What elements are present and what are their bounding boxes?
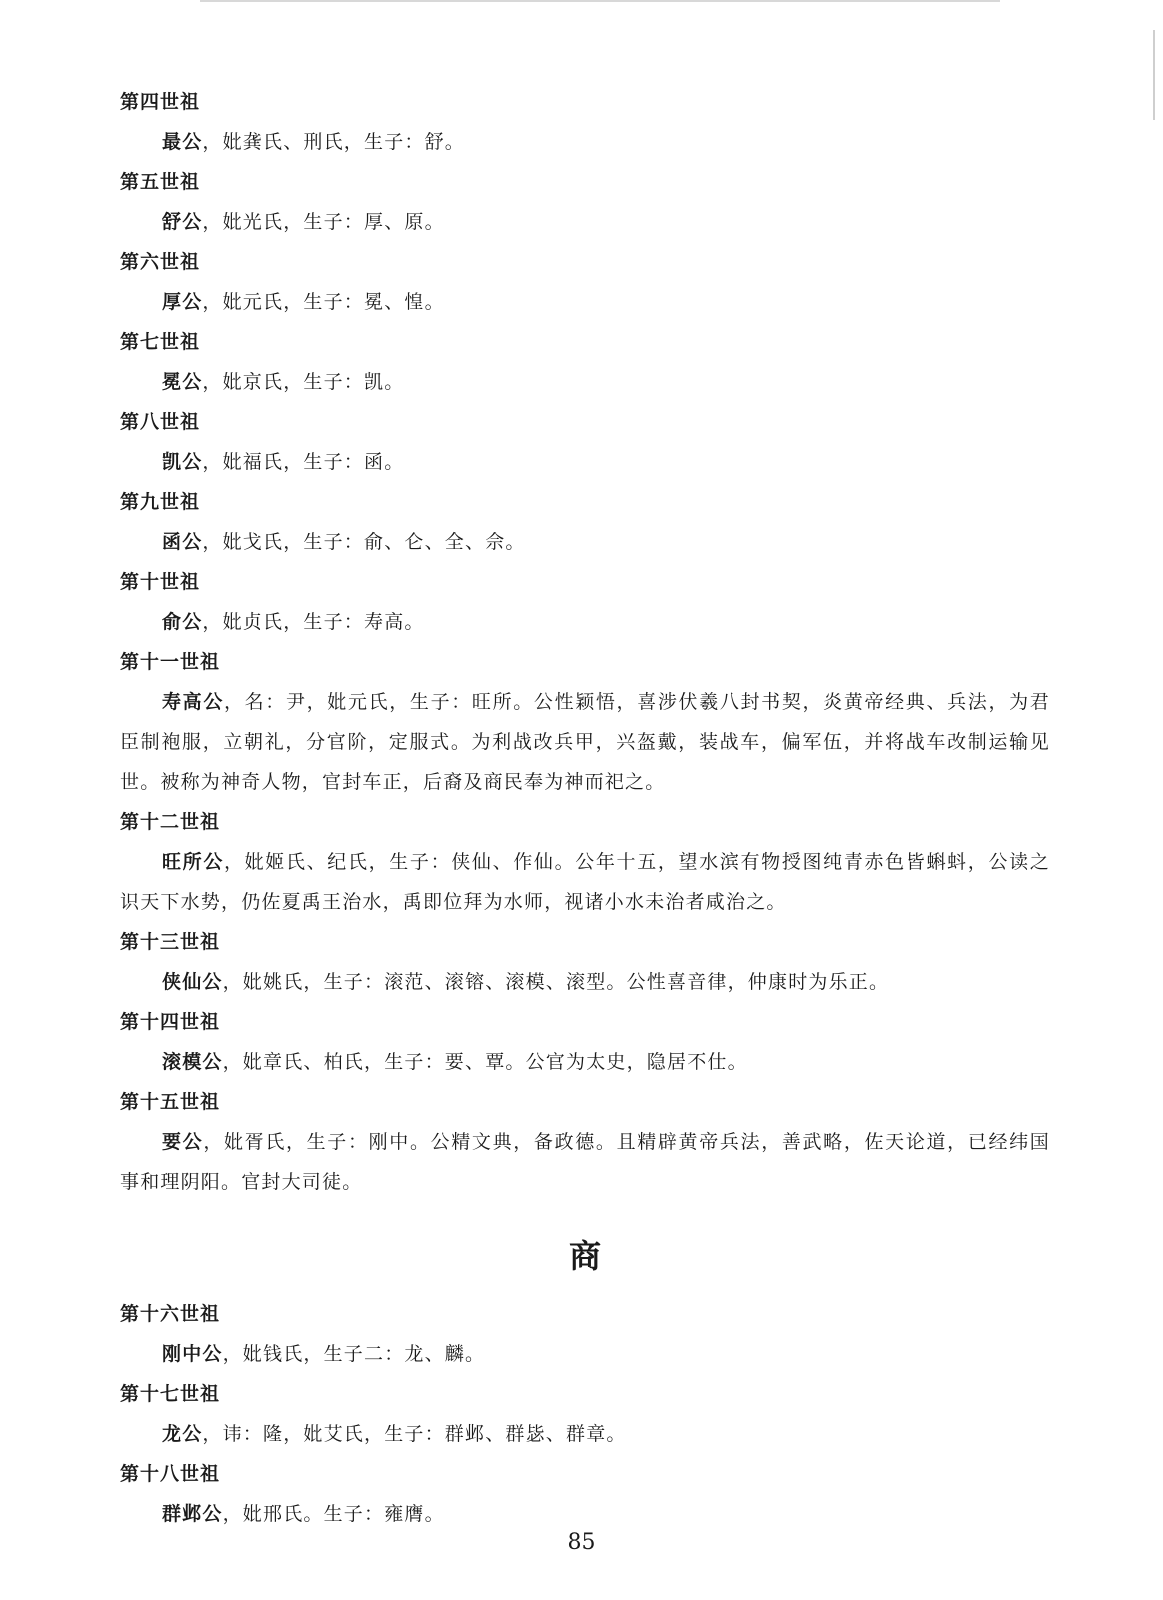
ancestor-name: 龙公 [162,1423,203,1445]
generation-entry [120,602,1050,642]
ancestor-name: 冕公 [162,371,203,393]
generation-entry [120,1414,1050,1454]
entry-text: ，妣光氏，生子：厚、原。 [202,211,445,233]
entry-text: ，讳：隆，妣艾氏，生子：群邺、群毖、群章。 [202,1423,627,1445]
generation-title: 第十六世祖 [120,1303,221,1325]
ancestor-name: 厚公 [162,291,203,313]
generation-entry [120,522,1050,562]
entry-text: ，妣姚氏，生子：滚范、滚镕、滚模、滚型。公性喜音律，仲康时为乐正。 [222,971,890,993]
scan-edge [200,0,1000,2]
generation-title: 第五世祖 [120,171,201,193]
generation-entry [120,122,1050,162]
entry-text: ，名：尹，妣元氏，生子：旺所。公性颖悟，喜涉伏羲八封书契，炎黄帝经典、兵法，为君臣制袍服，立朝礼，分官阶，定服式。为利战改兵甲，兴盔戴，装战车，偏军伍，并将战车改制运输见世。被称为神奇人物，官封车正，后裔及商民奉为神而祀之。 [120,691,1050,793]
entry-text: ，妣钱氏，生子二：龙、麟。 [222,1343,486,1365]
generation-title: 第十七世祖 [120,1383,221,1405]
ancestor-name: 函公 [162,531,203,553]
generation-entry [120,362,1050,402]
generation-entry [120,202,1050,242]
entry-text: ，妣京氏，生子：凯。 [202,371,405,393]
entry-text: ，妣姬氏、纪氏，生子：侠仙、作仙。公年十五，望水滨有物授图纯青赤色皆蝌蚪，公读之识天下水势，仍佐夏禹王治水，禹即位拜为水师，视诸小水未治者咸治之。 [120,851,1050,913]
generation-entry [120,842,1050,922]
generation-entry [120,1334,1050,1374]
generation-entry [120,442,1050,482]
page-number: 85 [567,1530,596,1555]
generation-entry [120,962,1050,1002]
entry-text: ，妣邢氏。生子：雍膺。 [222,1503,445,1525]
generation-title: 第十三世祖 [120,931,221,953]
generation-title: 第十二世祖 [120,811,221,833]
generation-entry [120,682,1050,802]
ancestor-name: 旺所公 [162,851,224,873]
generation-title: 第四世祖 [120,91,201,113]
ancestor-name: 群邺公 [162,1503,223,1525]
ancestor-name: 要公 [162,1131,204,1153]
generation-title: 第九世祖 [120,491,201,513]
generation-title: 第十四世祖 [120,1011,221,1033]
ancestor-name: 最公 [162,131,203,153]
ancestor-name: 刚中公 [162,1343,223,1365]
genealogy-content [120,82,1050,1534]
scan-edge [1153,30,1155,120]
entry-text: ，妣福氏，生子：函。 [202,451,405,473]
generation-title: 第十八世祖 [120,1463,221,1485]
generation-title: 第十世祖 [120,571,201,593]
entry-text: ，妣戈氏，生子：俞、仑、全、佘。 [202,531,526,553]
entry-text: ，妣贞氏，生子：寿高。 [202,611,425,633]
entry-text: ，妣章氏、柏氏，生子：要、覃。公官为太史，隐居不仕。 [222,1051,748,1073]
entry-text: ，妣胥氏，生子：刚中。公精文典，备政德。且精辟黄帝兵法，善武略，佐天论道，已经纬国事和理阴阳。官封大司徒。 [120,1131,1050,1193]
entry-text: ，妣元氏，生子：冕、惶。 [202,291,445,313]
generation-title: 第八世祖 [120,411,201,433]
ancestor-name: 侠仙公 [162,971,223,993]
ancestor-name: 俞公 [162,611,203,633]
generation-title: 第六世祖 [120,251,201,273]
generation-title: 第十五世祖 [120,1091,221,1113]
entry-text: ，妣龚氏、刑氏，生子：舒。 [202,131,466,153]
ancestor-name: 凯公 [162,451,203,473]
ancestor-name: 滚模公 [162,1051,223,1073]
dynasty-heading: 商 [568,1237,601,1275]
ancestor-name: 寿高公 [162,691,224,713]
generation-entry [120,1122,1050,1202]
generation-title: 第七世祖 [120,331,201,353]
generation-title: 第十一世祖 [120,651,221,673]
ancestor-name: 舒公 [162,211,203,233]
generation-entry [120,1042,1050,1082]
generation-entry [120,282,1050,322]
